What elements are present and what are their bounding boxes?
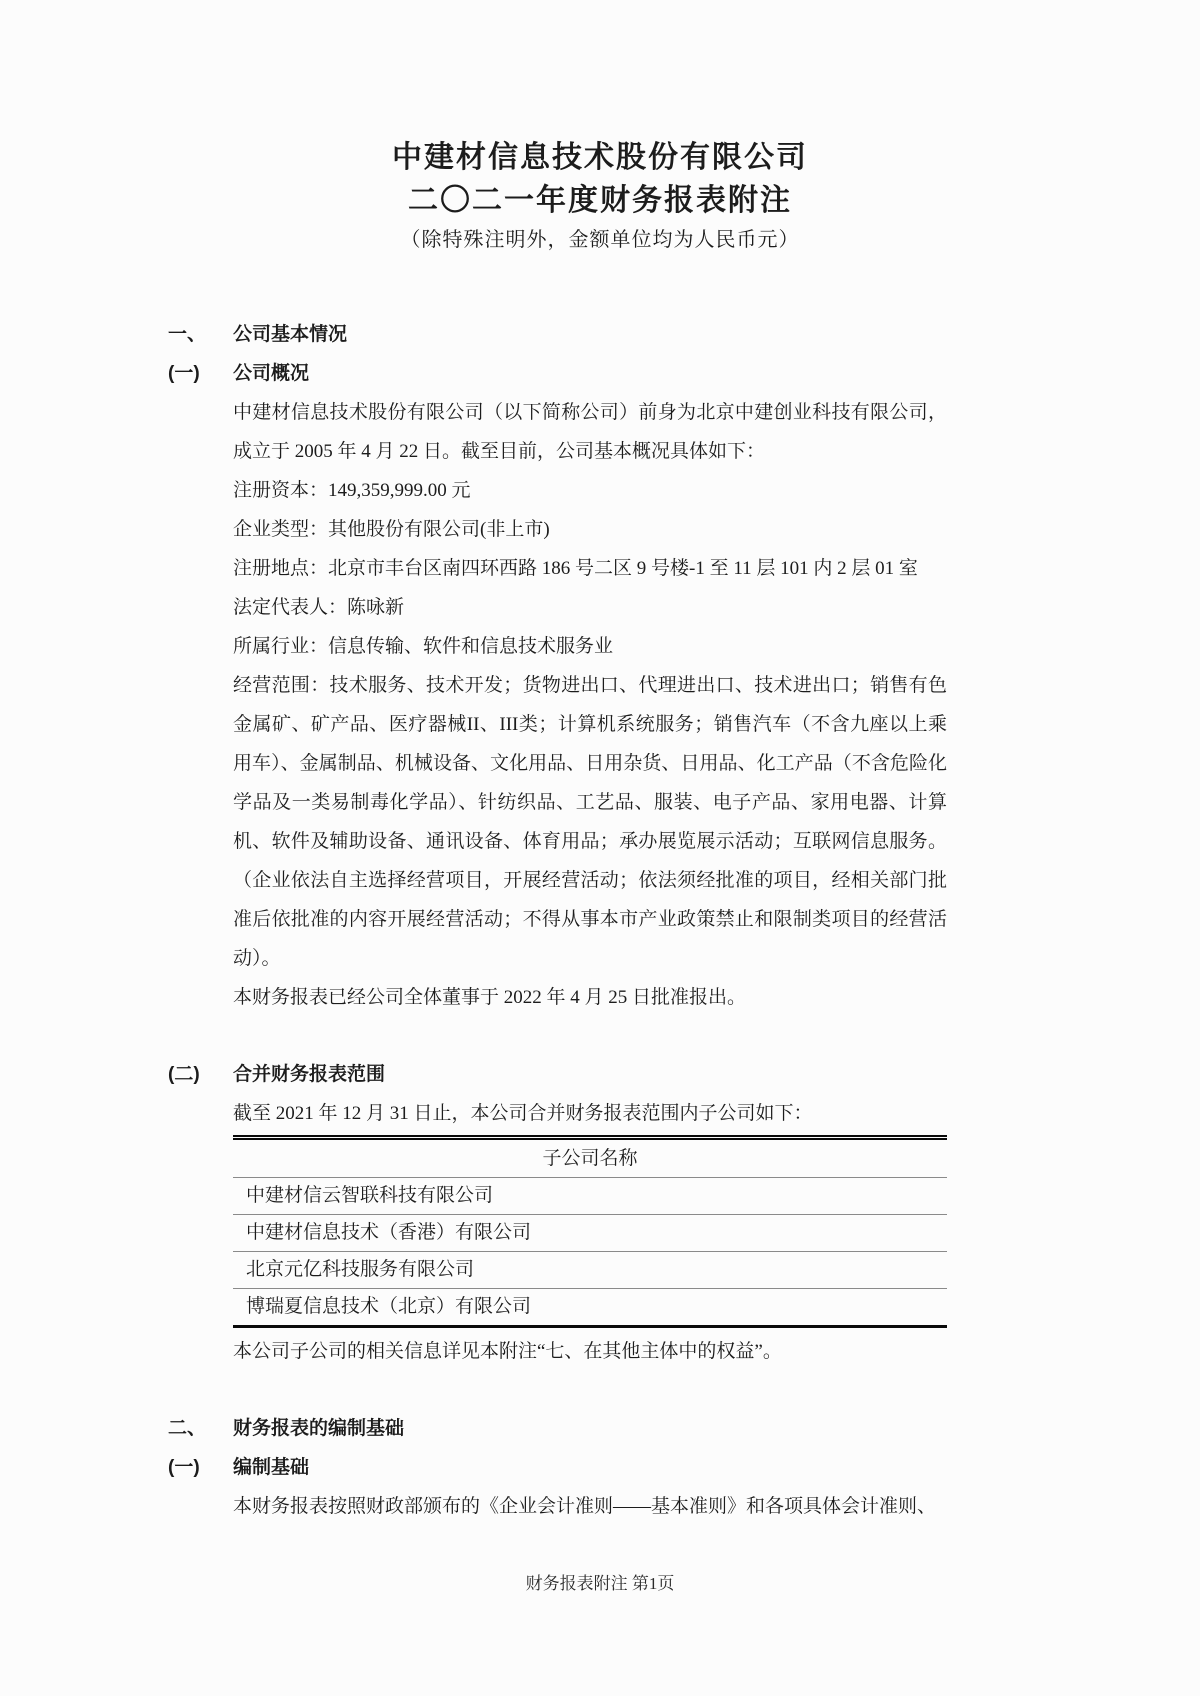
- table-row: 博瑞夏信息技术（北京）有限公司: [246, 1296, 532, 1317]
- section-title: 公司基本情况: [233, 324, 348, 345]
- section-title: 财务报表的编制基础: [233, 1418, 405, 1439]
- subsection-title: 公司概况: [233, 363, 310, 384]
- doc-subtitle: （除特殊注明外，金额单位均为人民币元）: [400, 229, 800, 251]
- table-header-subsidiary-name: 子公司名称: [233, 1140, 947, 1178]
- company-overview-intro: 中建材信息技术股份有限公司（以下简称公司）前身为北京中建创业科技有限公司，成立于 2005 年 4 月 22 日。截至目前，公司基本概况具体如下：: [233, 402, 947, 462]
- fact-registered-address: 注册地点：北京市丰台区南四环西路 186 号二区 9 号楼-1 至 11 层 101 内 2 层 01 室: [233, 558, 918, 579]
- table-row: 北京元亿科技服务有限公司: [233, 1252, 947, 1289]
- document-body: [168, 315, 947, 1526]
- fact-legal-representative: 法定代表人：陈咏新: [233, 597, 405, 618]
- document-header: [0, 0, 1200, 258]
- subsection-number: (一): [168, 363, 200, 384]
- basis-paragraph: 本财务报表按照财政部颁布的《企业会计准则——基本准则》和各项具体会计准则、: [233, 1496, 937, 1517]
- section-number: 一、: [168, 324, 207, 345]
- table-row: 中建材信云智联科技有限公司: [233, 1178, 947, 1215]
- page-footer: [0, 1572, 1200, 1596]
- fact-industry: 所属行业：信息传输、软件和信息技术服务业: [233, 636, 614, 657]
- subsection-heading-company-overview: [168, 354, 947, 393]
- subsection-number: (二): [168, 1064, 200, 1085]
- fact-business-scope: 经营范围：技术服务、技术开发；货物进出口、代理进出口、技术进出口；销售有色金属矿、矿产品、医疗器械II、III类；计算机系统服务；销售汽车（不含九座以上乘用车）、金属制品、机械设备、文化用品、日用杂货、日用品、化工产品（不含危险化学品及一类易制毒化学品）、针纺织品、工艺品、服装、电子产品、家用电器、计算机、软件及辅助设备、通讯设备、体育用品；承办展览展示活动；互联网信息服务。（企业依法自主选择经营项目，开展经营活动；依法须经批准的项目，经相关部门批准后依批准的内容开展经营活动；不得从事本市产业政策禁止和限制类项目的经营活动）。: [233, 675, 947, 969]
- fact-registered-capital: 注册资本：149,359,999.00 元: [233, 480, 471, 501]
- subsection-number: (一): [168, 1457, 200, 1478]
- section-heading-company-basic-info: [168, 315, 947, 354]
- consolidation-intro: 截至 2021 年 12 月 31 日止，本公司合并财务报表范围内子公司如下：: [233, 1103, 813, 1124]
- subsection-title: 编制基础: [233, 1457, 310, 1478]
- subsidiaries-note: 本公司子公司的相关信息详见本附注“七、在其他主体中的权益”。: [233, 1341, 782, 1362]
- approval-statement: 本财务报表已经公司全体董事于 2022 年 4 月 25 日批准报出。: [233, 987, 747, 1008]
- table-row: 中建材信息技术（香港）有限公司: [233, 1215, 947, 1252]
- subsection-heading-consolidation-scope: [168, 1055, 947, 1094]
- subsidiaries-table: [233, 1135, 947, 1328]
- fact-enterprise-type: 企业类型：其他股份有限公司(非上市): [233, 519, 550, 540]
- section-heading-preparation-basis: [168, 1409, 947, 1448]
- footer-text: 财务报表附注 第1页: [525, 1574, 675, 1593]
- doc-title-line-2: 二〇二一年度财务报表附注: [408, 184, 792, 217]
- doc-title-line-1: 中建材信息技术股份有限公司: [392, 141, 808, 174]
- subsection-heading-basis: [168, 1448, 947, 1487]
- section-number: 二、: [168, 1418, 207, 1439]
- subsection-title: 合并财务报表范围: [233, 1064, 386, 1085]
